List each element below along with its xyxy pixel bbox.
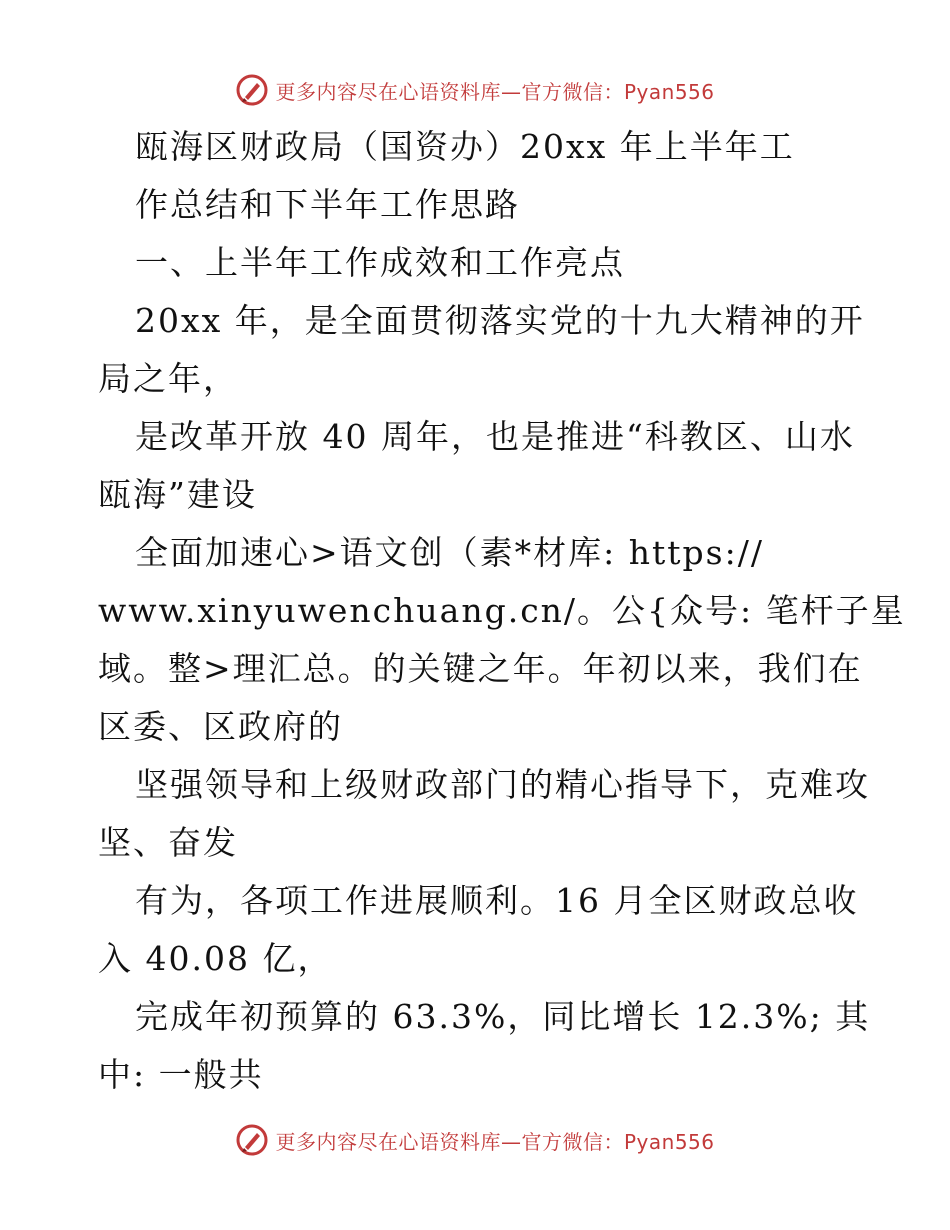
banner-wechat-id: Pyan556 xyxy=(623,79,715,104)
paragraph-line: 局之年， xyxy=(98,359,238,398)
paragraph-line: 入 40.08 亿， xyxy=(98,939,333,978)
paragraph-line: 坚、奋发 xyxy=(98,823,238,862)
paragraph-line: 20xx 年，是全面贯彻落实党的十九大精神的开 xyxy=(135,301,865,340)
paragraph-line: 区委、区政府的 xyxy=(98,707,343,746)
paragraph-line: 坚强领导和上级财政部门的精心指导下，克难攻 xyxy=(135,765,870,804)
section-heading: 一、上半年工作成效和工作亮点 xyxy=(135,243,625,282)
paragraph-line: 瓯海”建设 xyxy=(98,475,257,514)
paragraph-line: 完成年初预算的 63.3%，同比增长 12.3%; 其 xyxy=(135,997,871,1036)
banner-label: 更多内容尽在心语资料库—官方微信： xyxy=(275,1129,624,1154)
paragraph-line: 全面加速心>语文创（素*材库: https:// xyxy=(135,533,764,572)
paragraph-line: 中: 一般共 xyxy=(98,1055,264,1094)
paragraph-line: 域。整>理汇总。的关键之年。年初以来，我们在 xyxy=(98,649,863,688)
banner-label: 更多内容尽在心语资料库—官方微信： xyxy=(275,79,624,104)
title-line-1: 瓯海区财政局（国资办）20xx 年上半年工 xyxy=(135,127,795,166)
pen-logo-icon xyxy=(235,1123,269,1157)
paragraph-line: www.xinyuwenchuang.cn/。公{众号: 笔杆子星 xyxy=(98,591,906,630)
paragraph-line: 是改革开放 40 周年，也是推进“科教区、山水 xyxy=(135,417,855,456)
banner-wechat-id: Pyan556 xyxy=(623,1129,715,1154)
banner-text xyxy=(275,76,714,105)
title-line-2: 作总结和下半年工作思路 xyxy=(135,185,520,224)
banner-text xyxy=(275,1126,714,1155)
pen-logo-icon xyxy=(235,73,269,107)
footer-banner xyxy=(0,1118,950,1162)
paragraph-line: 有为，各项工作进展顺利。16 月全区财政总收 xyxy=(135,881,859,920)
header-banner xyxy=(0,68,950,112)
